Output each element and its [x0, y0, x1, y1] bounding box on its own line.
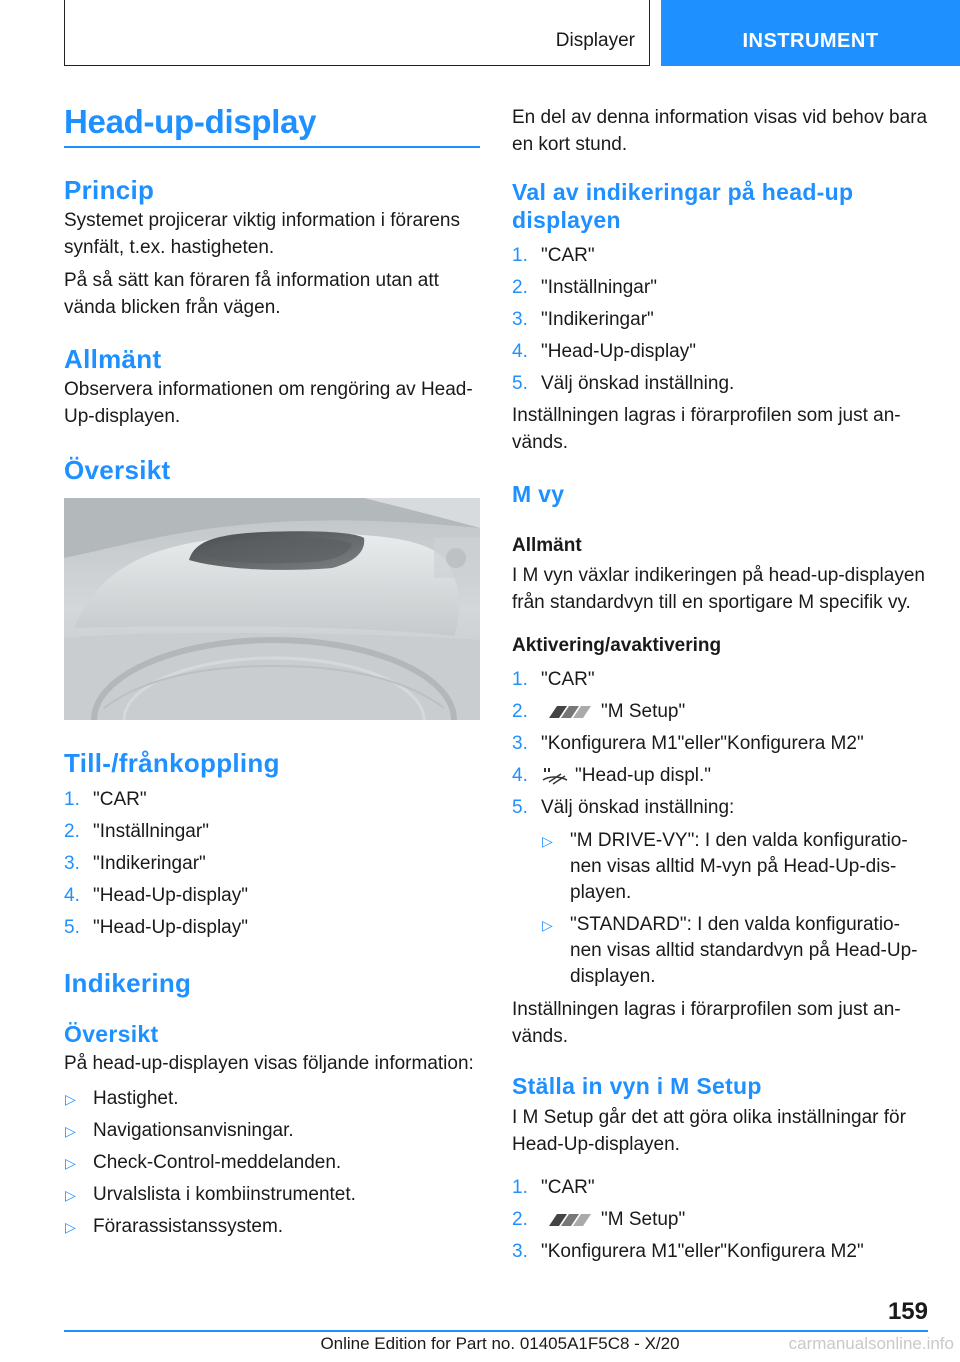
list-item: 3. "Konfigurera M1"eller"Konfigurera M2": [512, 1241, 864, 1262]
triangle-bullet-icon: ▷: [65, 1219, 76, 1235]
left-column: [64, 102, 480, 485]
list-item: ▷ Check-Control-meddelanden.: [64, 1147, 480, 1179]
hud-dashboard-photo: [64, 498, 480, 720]
list-item: 2. "M Setup": [512, 701, 686, 722]
heading-oversikt: Översikt: [64, 455, 171, 485]
list-item: ▷ "M DRIVE-VY": I den valda konfiguratio-nen visas alltid M-vyn på Head-Up-dis-playen.: [542, 830, 908, 903]
list-item: 4. "Head-up displ.": [512, 765, 712, 786]
header-section-box: [64, 0, 650, 66]
heading-allmant: Allmänt: [64, 344, 162, 374]
list-item: 2. "M Setup": [512, 1209, 686, 1230]
indikering-bullets: [64, 1083, 480, 1243]
indikering-intro: På head-up-displayen visas följande information:: [64, 1053, 474, 1074]
right-column: [512, 104, 928, 1268]
aktivering-steps-list: [512, 664, 928, 824]
list-item: 4. "Head-Up-display": [64, 885, 248, 906]
triangle-bullet-icon: ▷: [65, 1155, 76, 1171]
list-item: ▷ "STANDARD": I den valda konfiguratio-nen visas alltid standardvyn på Head-Up-displayen.: [542, 914, 918, 987]
heading-till-frankoppling: Till-/frånkoppling: [64, 748, 280, 778]
triangle-bullet-icon: ▷: [65, 1091, 76, 1107]
header-chapter-tab: [661, 0, 960, 66]
list-item: 5. "Head-Up-display": [64, 917, 248, 938]
triangle-bullet-icon: ▷: [542, 833, 553, 849]
footer-watermark: carmanualsonline.info: [788, 1334, 954, 1353]
list-item: 1. "CAR": [512, 669, 595, 690]
list-item: 3. "Konfigurera M1"eller"Konfigurera M2": [512, 733, 864, 754]
list-item: 3. "Indikeringar": [64, 853, 206, 874]
list-item: 5. Välj önskad inställning.: [512, 373, 735, 394]
list-item: 5. Välj önskad inställning:: [512, 797, 735, 818]
list-item: 1. "CAR": [512, 1177, 595, 1198]
list-item: 1. "CAR": [64, 789, 147, 810]
till-steps-list: [64, 784, 480, 944]
list-item: 2. "Inställningar": [64, 821, 209, 842]
stalla-steps-list: [512, 1172, 928, 1268]
header-chapter-label: INSTRUMENT: [742, 30, 879, 52]
list-item: ▷ Hastighet.: [64, 1083, 480, 1115]
page-title: Head-up-display: [64, 103, 317, 140]
heading-indikering-oversikt: Översikt: [64, 1021, 159, 1047]
hud-display-icon: [541, 766, 569, 786]
heading-aktivering: Aktivering/avaktivering: [512, 635, 722, 656]
heading-princip: Princip: [64, 175, 155, 205]
list-item: ▷ Förarassistanssystem.: [64, 1211, 480, 1243]
m-stripes-icon: [545, 706, 595, 718]
footer-rule: [64, 1330, 928, 1332]
val-note: Inställningen lagras i förarprofilen som just an-vänds.: [512, 405, 901, 453]
triangle-bullet-icon: ▷: [542, 917, 553, 933]
list-item: ▷ Navigationsanvisningar.: [64, 1115, 480, 1147]
header-section-label: Displayer: [555, 30, 635, 51]
list-item: ▷ Urvalslista i kombiinstrumentet.: [64, 1179, 480, 1211]
heading-m-vy: M vy: [512, 481, 565, 507]
list-item: 1. "CAR": [512, 245, 595, 266]
list-item: 2. "Inställningar": [512, 277, 657, 298]
allmant-paragraph: Observera informationen om rengöring av Head-Up-displayen.: [64, 379, 473, 427]
m-stripes-icon: [545, 1214, 595, 1226]
triangle-bullet-icon: ▷: [65, 1187, 76, 1203]
val-steps-list: [512, 240, 928, 400]
title-rule: [64, 146, 480, 148]
triangle-bullet-icon: ▷: [65, 1123, 76, 1139]
heading-indikering: Indikering: [64, 968, 192, 998]
list-item: 3. "Indikeringar": [512, 309, 654, 330]
heading-stalla-in-vyn: Ställa in vyn i M Setup: [512, 1073, 762, 1099]
princip-paragraph-1: Systemet projicerar viktig information i förarens synfält, t.ex. hastigheten.: [64, 210, 460, 258]
princip-paragraph-2: På så sätt kan föraren få information utan att vända blicken från vägen.: [64, 270, 439, 318]
heading-m-vy-allmant: Allmänt: [512, 535, 582, 556]
m-vy-allmant-text: I M vyn växlar indikeringen på head-up-displayen från standardvyn till en sportigare M specifik vy.: [512, 565, 925, 613]
left-column-lower: [64, 748, 480, 1243]
right-intro: En del av denna information visas vid behov bara en kort stund.: [512, 107, 928, 155]
m-vy-note: Inställningen lagras i förarprofilen som just an-vänds.: [512, 999, 901, 1047]
stalla-text: I M Setup går det att göra olika inställningar för Head-Up-displayen.: [512, 1107, 906, 1155]
heading-val-av-indikeringar: Val av indikeringar på head-up displayen: [512, 179, 854, 233]
footer-edition: Online Edition for Part no. 01405A1F5C8 - X/20: [320, 1334, 680, 1353]
list-item: 4. "Head-Up-display": [512, 341, 696, 362]
m-vy-sub-bullets: [541, 828, 928, 990]
page-number: 159: [887, 1298, 928, 1325]
